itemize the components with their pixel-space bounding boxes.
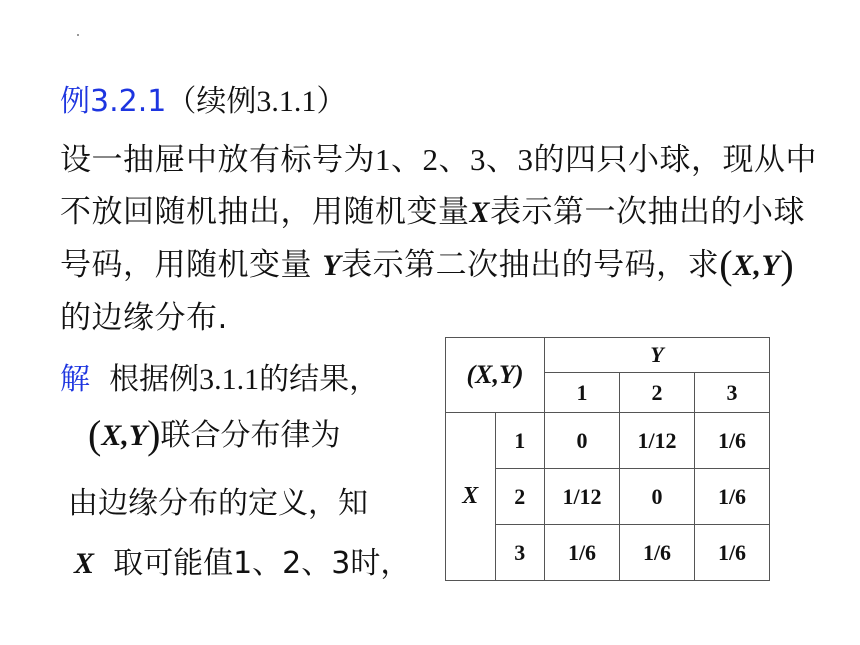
example-label: 例3.2.1 <box>60 84 167 119</box>
solution-label: 解 <box>60 362 90 397</box>
table-cell: 1/12 <box>620 413 695 469</box>
problem-ball-numbers: 1、2、3、3 <box>375 142 534 177</box>
solution-text-2: 联合分布律为 <box>160 418 341 453</box>
decorative-dot <box>77 34 79 36</box>
solution-text-1a: 根据例 <box>109 362 200 397</box>
problem-text-2: 的四只小球，现从中不放回随机抽出，用随机变量 <box>60 142 817 230</box>
table-row <box>446 413 770 469</box>
problem-text-3: 表示第一次抽出的小球号码，用随机变量 <box>60 194 806 283</box>
example-ref-open: （续例 <box>166 85 257 118</box>
table-row <box>446 469 770 525</box>
table-cell: 1/6 <box>695 525 770 581</box>
problem-statement: 设一抽屉中放有标号为1、2、3、3的四只小球，现从中不放回随机抽出，用随机变量X表示第一次抽出的小球号码，用随机变量 Y表示第二次抽出的号码，求(X,Y)的边缘分布. <box>60 142 817 336</box>
solution-ref-number: 3.1.1 <box>199 363 260 396</box>
problem-text-4: 表示第二次抽出的号码，求 <box>341 247 720 283</box>
table-row-label: 3 <box>495 525 545 581</box>
table-corner-header: (X,Y) <box>446 338 545 413</box>
table-y-header: Y <box>545 338 770 373</box>
table-cell: 1/12 <box>545 469 620 525</box>
table-row-label: 2 <box>495 469 545 525</box>
solution-text-1b: 的结果， <box>259 362 380 397</box>
example-ref-close: ） <box>316 85 347 118</box>
table-cell: 1/6 <box>695 469 770 525</box>
table-column-header: 1 <box>545 373 620 413</box>
solution-line-3 <box>68 478 368 522</box>
solution-line-2: (X,Y)联合分布律为 <box>88 412 341 457</box>
solution-text-3: 由边缘分布的定义，知 <box>68 486 368 521</box>
table-cell: 0 <box>620 469 695 525</box>
solution-pair: X,Y <box>101 419 148 452</box>
variable-x: X <box>469 196 491 229</box>
example-heading <box>60 82 346 122</box>
problem-text-5: 的边缘分布. <box>60 300 228 336</box>
table-cell: 1/6 <box>620 525 695 581</box>
solution-line-1 <box>60 354 379 398</box>
table-x-header: X <box>446 413 496 581</box>
variable-y: Y <box>322 249 342 282</box>
table-cell: 1/6 <box>545 525 620 581</box>
example-ref-number: 3.1.1 <box>256 85 317 118</box>
table-column-header: 2 <box>620 373 695 413</box>
table-row-label: 1 <box>495 413 545 469</box>
table-row <box>446 525 770 581</box>
problem-text-1: 设一抽屉中放有标号为 <box>60 142 375 178</box>
solution-line-4 <box>74 538 410 582</box>
joint-distribution-table <box>445 337 770 581</box>
table-column-header: 3 <box>695 373 770 413</box>
table-cell: 0 <box>545 413 620 469</box>
problem-pair: X,Y <box>733 249 781 282</box>
table-cell: 1/6 <box>695 413 770 469</box>
solution-variable-x: X <box>74 547 95 580</box>
solution-text-4: 取可能值1、2、3时， <box>113 546 411 581</box>
